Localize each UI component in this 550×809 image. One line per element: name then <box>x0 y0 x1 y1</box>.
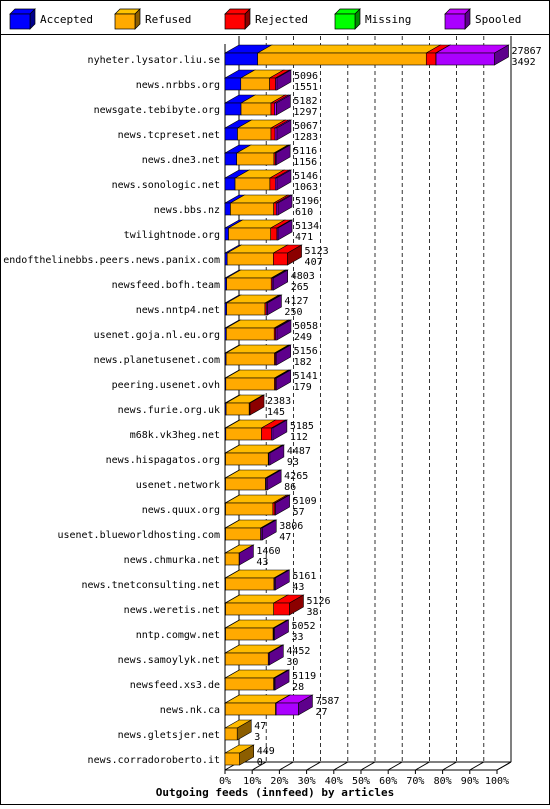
category-label: news.planetusenet.com <box>93 355 220 366</box>
category-label: usenet.network <box>135 480 220 491</box>
legend-swatch <box>445 14 465 29</box>
data-label-total: 7587 <box>315 696 340 707</box>
data-label-seconds: 249 <box>293 332 313 343</box>
bar-segment-accepted <box>225 253 227 265</box>
legend-label: Refused <box>145 13 192 26</box>
category-label: news.dne3.net <box>141 155 220 166</box>
data-label-seconds: 145 <box>267 407 286 418</box>
category-label: newsgate.tebibyte.org <box>93 105 220 116</box>
bar-segment-refused <box>226 328 274 340</box>
data-label-total: 3806 <box>279 521 304 532</box>
chart-title: Outgoing feeds (innfeed) by articles <box>155 786 395 799</box>
bar-segment-refused <box>227 253 273 265</box>
data-label-total: 5096 <box>293 71 319 82</box>
category-label: news.gletsjer.net <box>117 730 220 741</box>
category-label: news.tnetconsulting.net <box>81 580 220 591</box>
data-label-total: 5052 <box>291 621 316 632</box>
bar-segment-refused <box>241 78 270 90</box>
category-label: nntp.comgw.net <box>135 630 220 641</box>
x-tick-label: 90% <box>460 776 479 787</box>
bar-segment-rejected <box>426 53 436 65</box>
data-label-seconds: 43 <box>292 582 305 593</box>
data-label-seconds: 1063 <box>293 182 319 193</box>
bar-segment-refused <box>229 228 271 240</box>
bar-segment-accepted <box>225 203 230 215</box>
data-label-total: 5123 <box>304 246 329 257</box>
x-tick-label: 50% <box>351 776 371 787</box>
x-tick-label: 30% <box>297 776 316 787</box>
bar-segment-refused <box>226 428 262 440</box>
category-label: usenet.goja.nl.eu.org <box>93 330 220 341</box>
category-label: news.nrbbs.org <box>135 80 220 91</box>
category-label: nyheter.lysator.liu.se <box>87 55 220 66</box>
bar-segment-accepted <box>225 103 241 115</box>
bar-segment-refused <box>235 178 270 190</box>
data-label-total: 5141 <box>293 371 318 382</box>
data-label-total: 5134 <box>295 221 320 232</box>
x-tick-label: 40% <box>324 776 343 787</box>
bar-segment-rejected <box>271 103 275 115</box>
category-label: news.quux.org <box>141 505 220 516</box>
category-label: news.sonologic.net <box>111 180 220 191</box>
x-tick-label: 0% <box>218 776 232 787</box>
data-label-total: 47 <box>254 721 267 732</box>
bar-segment-accepted <box>225 178 235 190</box>
data-label-total: 5161 <box>292 571 317 582</box>
category-label: news.corradoroberto.it <box>87 755 220 766</box>
data-label-total: 5185 <box>289 421 314 432</box>
legend-label: Accepted <box>40 13 93 26</box>
data-label-seconds: 43 <box>256 557 269 568</box>
bar-segment-refused <box>258 53 427 65</box>
bar-segment-accepted <box>225 128 238 140</box>
category-label: news.weretis.net <box>123 605 220 616</box>
data-label-seconds: 112 <box>289 432 308 443</box>
data-label-total: 449 <box>256 746 275 757</box>
data-label-total: 4265 <box>284 471 309 482</box>
bar-segment-refused <box>227 278 272 290</box>
bar-segment-refused <box>225 753 240 765</box>
category-label: news.samoylyk.net <box>117 655 220 666</box>
category-label: news.chmurka.net <box>123 555 220 566</box>
bar-segment-refused <box>225 678 273 690</box>
bar-segment-accepted <box>225 153 237 165</box>
data-label-seconds: 250 <box>284 307 303 318</box>
bar-segment-refused <box>226 353 274 365</box>
data-label-total: 5058 <box>293 321 319 332</box>
category-label: news.hispagatos.org <box>105 455 220 466</box>
data-label-seconds: 38 <box>306 607 319 618</box>
bar-segment-spooled <box>436 53 494 65</box>
legend-swatch <box>225 14 245 29</box>
data-label-seconds: 33 <box>291 632 304 643</box>
data-label-seconds: 27 <box>315 707 328 718</box>
data-label-seconds: 1551 <box>293 82 319 93</box>
bar-segment-rejected <box>270 178 275 190</box>
bar-segment-refused <box>225 728 237 740</box>
bar-segment-refused <box>226 453 269 465</box>
data-label-total: 5119 <box>292 671 317 682</box>
data-label-total: 5146 <box>293 171 319 182</box>
bar-segment-refused <box>226 528 261 540</box>
category-label: news.nk.ca <box>159 705 220 716</box>
data-label-seconds: 407 <box>304 257 323 268</box>
bar-segment-rejected <box>273 253 287 265</box>
data-label-total: 5156 <box>293 346 318 357</box>
bar-segment-rejected <box>274 203 277 215</box>
bar-segment-refused <box>225 553 239 565</box>
data-label-seconds: 182 <box>293 357 312 368</box>
bar-segment-rejected <box>270 78 276 90</box>
category-label: newsfeed.xs3.de <box>129 680 220 691</box>
data-label-total: 4127 <box>284 296 309 307</box>
category-label: newsfeed.bofh.team <box>111 280 220 291</box>
data-label-total: 1460 <box>256 546 281 557</box>
category-label: endofthelinebbs.peers.news.panix.com <box>3 255 220 266</box>
data-label-seconds: 28 <box>292 682 305 693</box>
data-label-total: 5196 <box>295 196 320 207</box>
data-label-total: 2383 <box>267 396 292 407</box>
bar-segment-accepted <box>225 78 241 90</box>
data-label-seconds: 93 <box>286 457 299 468</box>
bar-segment-refused <box>241 103 271 115</box>
category-label: usenet.blueworldhosting.com <box>57 530 220 541</box>
x-tick-label: 10% <box>243 776 262 787</box>
data-label-seconds: 471 <box>295 232 314 243</box>
bar-segment-refused <box>225 703 275 715</box>
data-label-seconds: 86 <box>284 482 297 493</box>
data-label-seconds: 57 <box>292 507 305 518</box>
bar-segment-refused <box>226 578 274 590</box>
data-label-seconds: 3492 <box>511 57 536 68</box>
data-label-total: 5126 <box>306 596 331 607</box>
category-label: twilightnode.org <box>123 230 220 241</box>
legend-label: Missing <box>365 13 412 26</box>
bar-segment-spooled <box>276 703 298 715</box>
bar-segment-refused <box>226 603 274 615</box>
bar-segment-refused <box>226 378 275 390</box>
bar-segment-refused <box>226 628 274 640</box>
bar-top-refused <box>258 45 441 53</box>
x-tick-label: 80% <box>433 776 452 787</box>
category-label: news.tcpreset.net <box>117 130 220 141</box>
bar-segment-rejected <box>271 228 277 240</box>
data-label-seconds: 0 <box>256 757 263 768</box>
category-label: peering.usenet.ovh <box>111 380 220 391</box>
x-tick-label: 20% <box>270 776 289 787</box>
data-label-total: 5067 <box>293 121 319 132</box>
data-label-total: 4452 <box>286 646 311 657</box>
data-label-seconds: 1297 <box>293 107 318 118</box>
bar-segment-refused <box>237 153 274 165</box>
data-label-seconds: 47 <box>279 532 292 543</box>
bar-segment-refused <box>225 653 268 665</box>
data-label-seconds: 1283 <box>293 132 319 143</box>
bar-segment-accepted <box>225 228 229 240</box>
bar-segment-refused <box>238 128 271 140</box>
x-tick-label: 60% <box>379 776 398 787</box>
bar-segment-refused <box>226 478 266 490</box>
data-label-total: 5116 <box>293 146 318 157</box>
data-label-total: 5109 <box>292 496 317 507</box>
data-label-seconds: 265 <box>290 282 309 293</box>
data-label-seconds: 1156 <box>293 157 318 168</box>
legend-swatch <box>335 14 355 29</box>
data-label-total: 4803 <box>290 271 315 282</box>
data-label-seconds: 610 <box>295 207 314 218</box>
bar-segment-refused <box>226 503 273 515</box>
bar-segment-refused <box>227 303 265 315</box>
bar-segment-rejected <box>271 128 275 140</box>
bar-segment-refused <box>226 403 249 415</box>
data-label-total: 4487 <box>286 446 311 457</box>
bar-segment-rejected <box>261 428 271 440</box>
bar-segment-rejected <box>274 603 290 615</box>
legend-swatch <box>115 14 135 29</box>
x-tick-label: 70% <box>406 776 425 787</box>
bar-segment-accepted <box>225 53 258 65</box>
legend-label: Spooled <box>475 13 522 26</box>
data-label-seconds: 179 <box>293 382 312 393</box>
category-label: news.furie.org.uk <box>117 405 220 416</box>
data-label-seconds: 30 <box>286 657 299 668</box>
legend-label: Rejected <box>255 13 308 26</box>
legend-swatch <box>10 14 30 29</box>
category-label: news.nntp4.net <box>135 305 220 316</box>
data-label-seconds: 3 <box>254 732 261 743</box>
bar-segment-refused <box>230 203 273 215</box>
x-tick-label: 100% <box>484 776 510 787</box>
data-label-total: 27867 <box>511 46 542 57</box>
category-label: m68k.vk3heg.net <box>129 430 220 441</box>
data-label-total: 5182 <box>293 96 318 107</box>
category-label: news.bbs.nz <box>153 205 220 216</box>
